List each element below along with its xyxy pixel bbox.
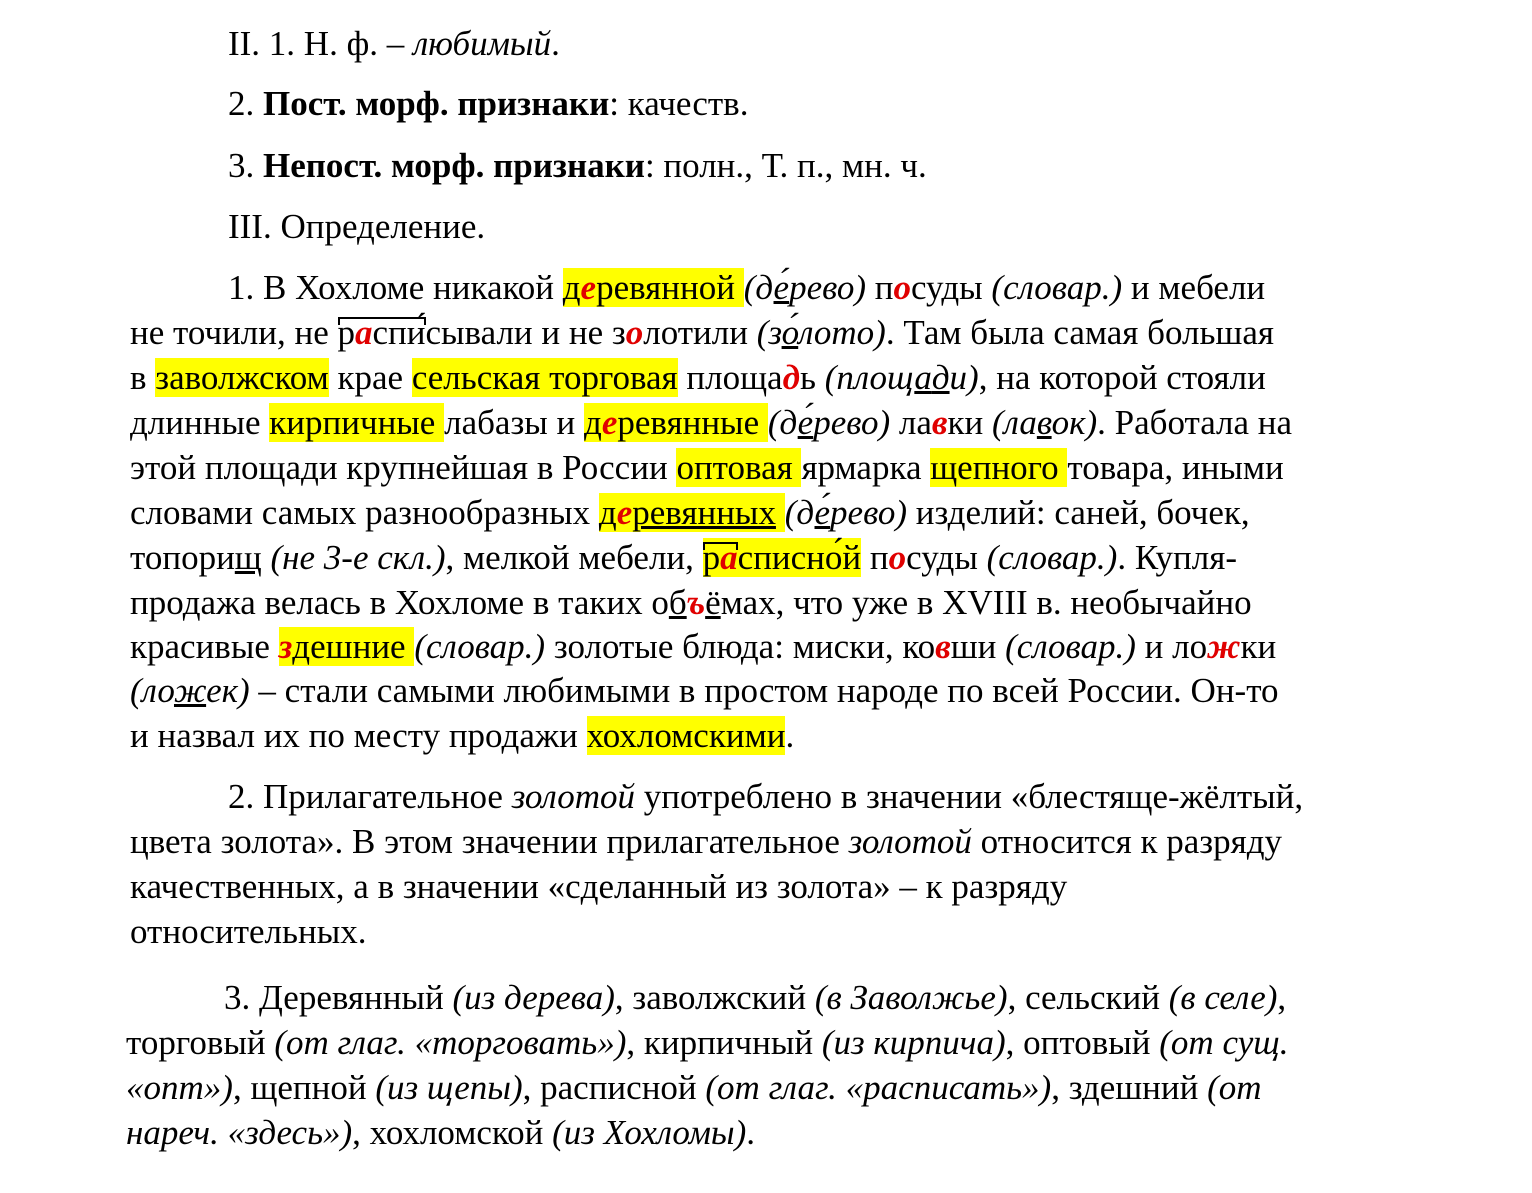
- highlight-word: заволжском: [155, 358, 329, 397]
- highlight-word: деревянной: [563, 268, 744, 307]
- morph-line-2: 2. Пост. морф. признаки: качеств.: [228, 84, 749, 123]
- p1-line-11: и назвал их по месту продажи хохломскими.: [130, 716, 795, 755]
- p1-line-8: продажа велась в Хохломе в таких объёмах, что уже в XVIII в. необычайно: [130, 583, 1252, 622]
- highlight-word: хохломскими: [586, 716, 786, 755]
- highlight-word: оптовая: [676, 448, 802, 487]
- p1-line-2: не точили, не распи́сывали и не золотили (зо́лото). Там была самая большая: [130, 313, 1275, 352]
- highlight-word: здешние: [278, 627, 415, 666]
- p2-line-1: 2. Прилагательное золотой употреблено в значении «блестяще-жёлтый,: [228, 777, 1304, 816]
- highlight-word: деревянные: [584, 403, 768, 442]
- p2-line-3: качественных, а в значении «сделанный из золота» – к разряду: [130, 867, 1068, 906]
- p1-line-10: (ложек) – стали самыми любимыми в простом народе по всей России. Он-то: [130, 671, 1279, 710]
- morph-line-3: 3. Непост. морф. признаки: полн., Т. п., мн. ч.: [228, 146, 927, 185]
- p3-line-1: 3. Деревянный (из дерева), заволжский (в Заволжье), сельский (в селе),: [224, 978, 1287, 1017]
- p1-line-1: 1. В Хохломе никакой деревянной (де́рево) посуды (словар.) и мебели: [228, 268, 1266, 307]
- highlight-word: кирпичные: [269, 403, 445, 442]
- highlight-word: сельская торговая: [411, 358, 678, 397]
- p1-line-3: в заволжском крае сельская торговая площадь (площади), на которой стояли: [130, 358, 1266, 397]
- p2-line-4: относительных.: [130, 912, 367, 951]
- p3-line-4: нареч. «здесь»), хохломской (из Хохломы).: [126, 1113, 756, 1152]
- prefix-bracket: распи́: [337, 313, 426, 352]
- p1-line-7: топорищ (не 3-е скл.), мелкой мебели, расписно́й посуды (словар.). Купля-: [130, 538, 1238, 577]
- p2-line-2: цвета золота». В этом значении прилагательное золотой относится к разряду: [130, 822, 1282, 861]
- highlight-word: расписно́й: [702, 538, 862, 577]
- highlight-word: щепного: [930, 448, 1068, 487]
- p3-line-2: торговый (от глаг. «торговать»), кирпичный (из кирпича), оптовый (от сущ.: [126, 1023, 1289, 1062]
- p1-line-9: красивые здешние (словар.) золотые блюда: миски, ковши (словар.) и ложки: [130, 627, 1277, 666]
- highlight-word: деревянных: [599, 493, 785, 532]
- section-heading: III. Определение.: [228, 207, 486, 246]
- p1-line-6: словами самых разнообразных деревянных (де́рево) изделий: саней, бочек,: [130, 493, 1250, 532]
- p3-line-3: «опт»), щепной (из щепы), расписной (от глаг. «расписать»), здешний (от: [126, 1068, 1262, 1107]
- morph-line-1: II. 1. Н. ф. – любимый.: [228, 24, 560, 63]
- p1-line-4: длинные кирпичные лабазы и деревянные (де́рево) лавки (лавок). Работала на: [130, 403, 1293, 442]
- p1-line-5: этой площади крупнейшая в России оптовая ярмарка щепного товара, иными: [130, 448, 1284, 487]
